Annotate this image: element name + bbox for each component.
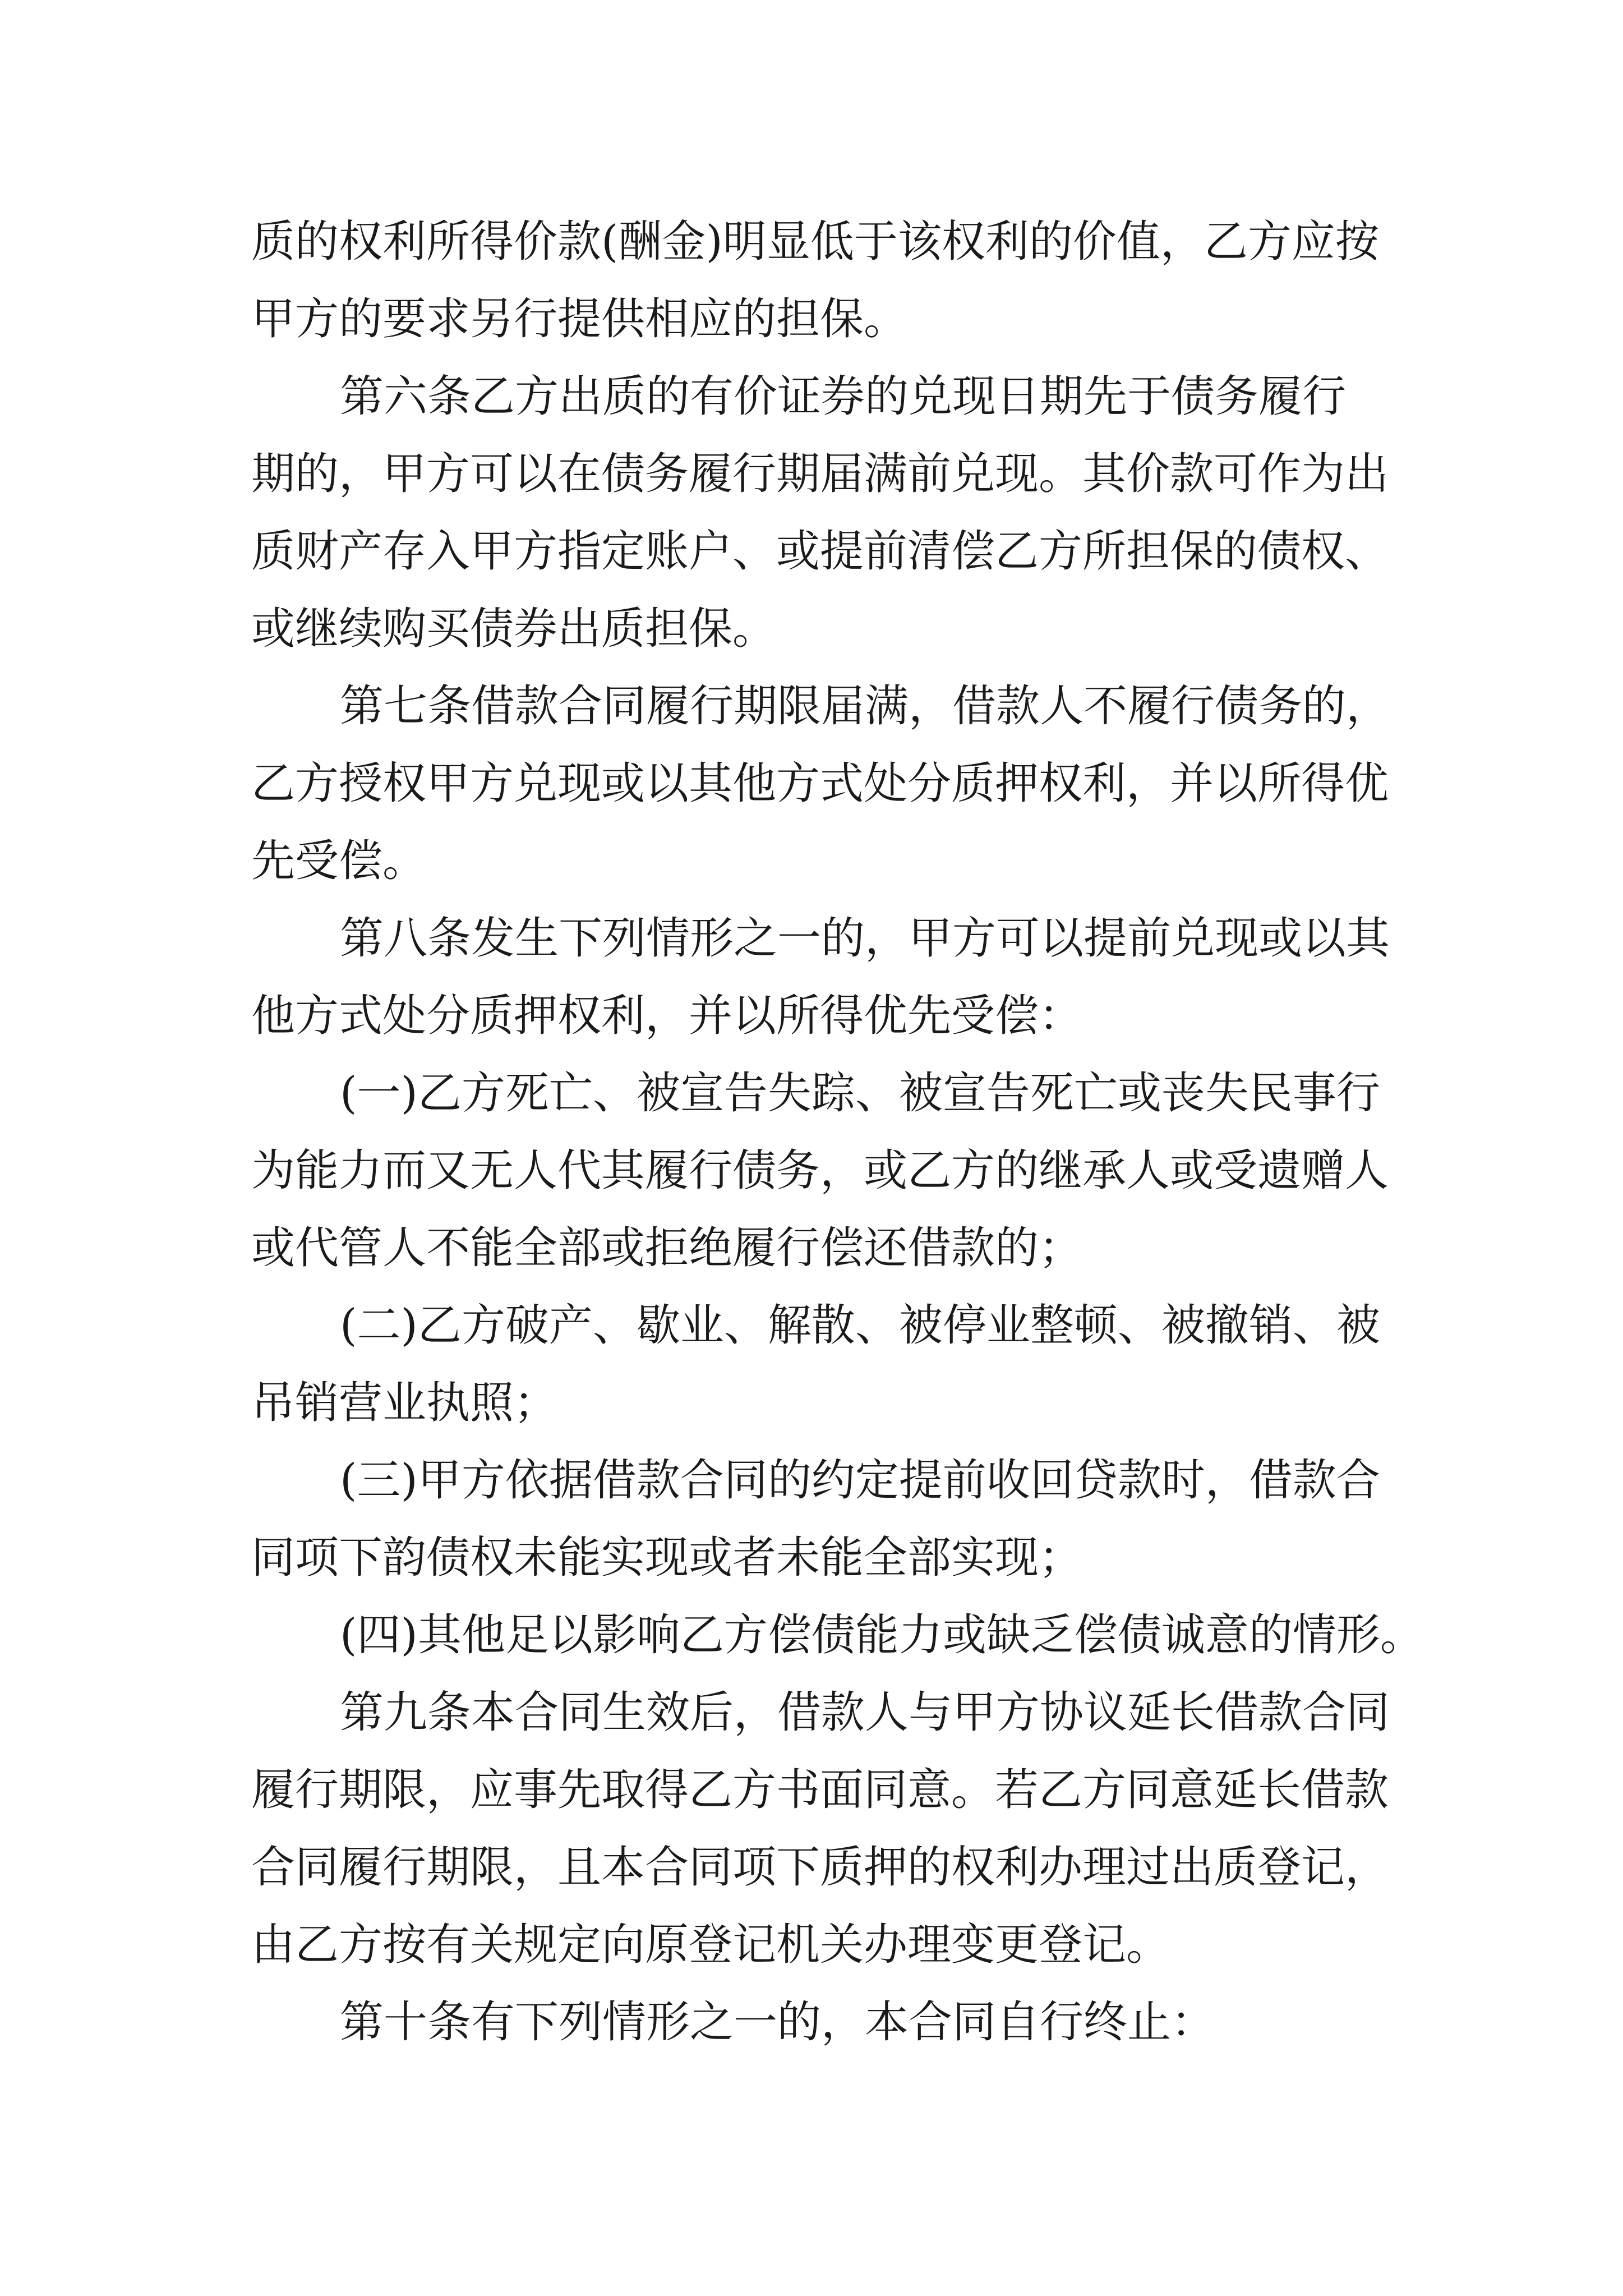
text-line-8: 乙方授权甲方兑现或以其他方式处分质押权利，并以所得优 <box>251 758 1389 809</box>
text-line-1: 质的权利所得价款(酬金)明显低于该权利的价值，乙方应按 <box>251 217 1379 267</box>
text-line-12: (一)乙方死亡、被宣告失踪、被宣告死亡或丧失民事行 <box>340 1068 1380 1119</box>
text-line-20: 第九条本合同生效后，借款人与甲方协议延长借款合同 <box>340 1687 1390 1738</box>
text-line-24: 第十条有下列情形之一的，本合同自行终止： <box>340 1997 1215 2047</box>
text-line-11: 他方式处分质押权利，并以所得优先受偿： <box>251 991 1083 1041</box>
text-line-21: 履行期限，应事先取得乙方书面同意。若乙方同意延长借款 <box>251 1765 1389 1815</box>
text-line-13: 为能力而又无人代其履行债务，或乙方的继承人或受遗赠人 <box>251 1145 1389 1196</box>
text-line-22: 合同履行期限，且本合同项下质押的权利办理过出质登记， <box>251 1842 1389 1893</box>
text-line-23: 由乙方按有关规定向原登记机关办理变更登记。 <box>251 1920 1170 1970</box>
text-line-17: (三)甲方依据借款合同的约定提前收回贷款时，借款合 <box>340 1455 1380 1506</box>
text-line-10: 第八条发生下列情形之一的，甲方可以提前兑现或以其 <box>340 913 1390 964</box>
text-line-6: 或继续购买债券出质担保。 <box>251 604 777 654</box>
text-line-14: 或代管人不能全部或拒绝履行偿还借款的； <box>251 1223 1083 1273</box>
text-line-15: (二)乙方破产、歇业、解散、被停业整顿、被撤销、被 <box>340 1300 1380 1351</box>
text-line-18: 同项下韵债权未能实现或者未能全部实现； <box>251 1533 1083 1583</box>
text-line-4: 期的，甲方可以在债务履行期届满前兑现。其价款可作为出 <box>251 449 1389 499</box>
text-line-5: 质财产存入甲方指定账户、或提前清偿乙方所担保的债权、 <box>251 526 1389 577</box>
text-line-9: 先受偿。 <box>251 836 427 886</box>
text-line-3: 第六条乙方出质的有价证券的兑现日期先于债务履行 <box>340 371 1347 422</box>
text-line-19: (四)其他足以影响乙方偿债能力或缺乏偿债诚意的情形。 <box>340 1610 1424 1660</box>
text-line-2: 甲方的要求另行提供相应的担保。 <box>251 294 908 344</box>
text-line-16: 吊销营业执照； <box>251 1378 558 1428</box>
text-line-7: 第七条借款合同履行期限届满，借款人不履行债务的， <box>340 681 1390 731</box>
